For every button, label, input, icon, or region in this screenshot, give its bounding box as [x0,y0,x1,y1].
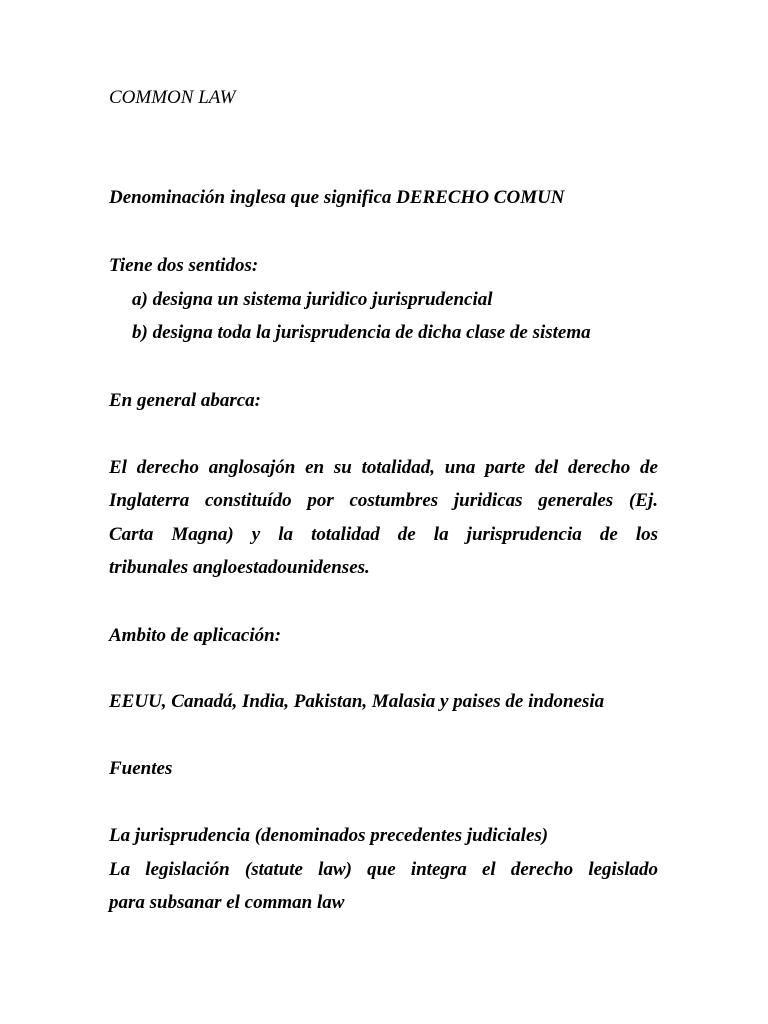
senses-heading: Tiene dos sentidos: [109,255,259,276]
sources-line-1: La jurisprudencia (denominados precedentes judiciales) [109,825,549,846]
scope-heading: En general abarca: [109,390,261,411]
scope-line-3: Carta Magna) y la totalidad de la jurisprudencia de los [109,524,658,545]
application-text: EEUU, Canadá, India, Pakistan, Malasia y paises de indonesia [109,691,605,712]
scope-line-2: Inglaterra constituído por costumbres juridicas generales (Ej. [109,490,658,511]
definition-text: Denominación inglesa que significa DERECHO COMUN [109,187,565,208]
scope-line-4: tribunales angloestadounidenses. [109,557,370,578]
application-heading: Ambito de aplicación: [109,625,282,646]
sources-line-2: La legislación (statute law) que integra el derecho legislado [109,859,658,880]
document-title: COMMON LAW [109,87,236,108]
sense-item-a: a) designa un sistema juridico jurisprudencial [132,289,493,310]
sense-item-b: b) designa toda la jurisprudencia de dicha clase de sistema [132,322,591,343]
sources-line-3: para subsanar el comman law [109,892,345,913]
sources-heading: Fuentes [109,758,173,779]
scope-line-1: El derecho anglosajón en su totalidad, una parte del derecho de [109,457,658,478]
